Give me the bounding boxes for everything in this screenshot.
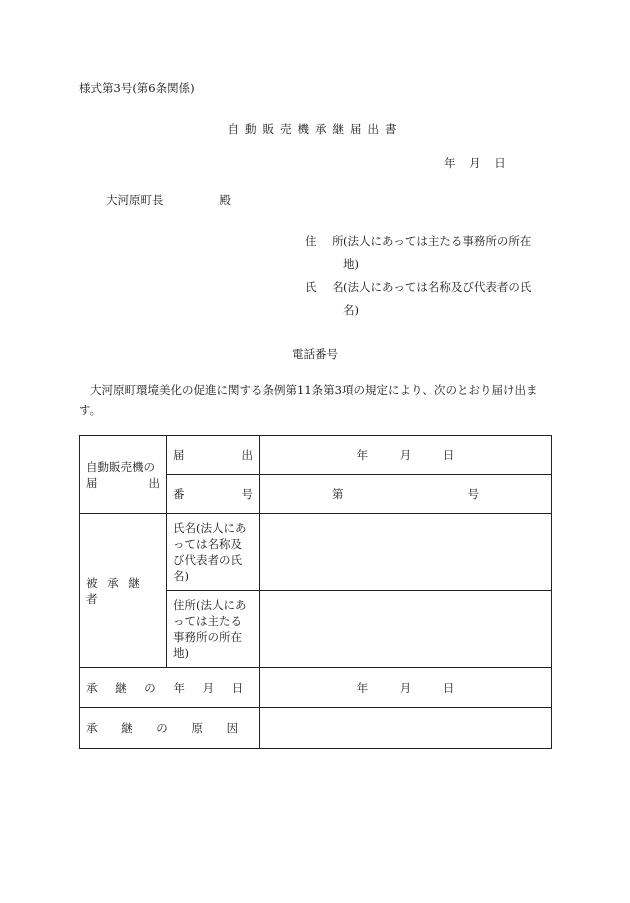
number-label-cell xyxy=(167,475,260,514)
address-label: 住 所 xyxy=(305,234,350,248)
number-field[interactable] xyxy=(260,475,552,514)
succession-reason-label: 承 継 の 原 因 xyxy=(80,708,260,749)
vending-label-line1: 自動販売機の xyxy=(86,459,155,474)
vending-machine-notification-label xyxy=(80,436,167,514)
predecessor-name-field[interactable] xyxy=(260,514,552,591)
table-row xyxy=(80,514,552,591)
vending-label-2b: 出 xyxy=(148,475,160,490)
notification-date-field[interactable]: 年 月 日 xyxy=(260,436,552,475)
applicant-block xyxy=(305,230,533,322)
succession-date-label: 承 継 の 年 月 日 xyxy=(80,668,260,708)
table-row xyxy=(80,708,552,749)
applicant-address-row xyxy=(305,230,533,276)
form-id: 様式第3号(第6条関係) xyxy=(79,81,195,95)
number-value-a: 第 xyxy=(332,487,344,501)
vending-label-2a: 届 xyxy=(86,475,98,490)
addressee-name: 大河原町長 xyxy=(106,193,164,207)
notification-label-cell xyxy=(167,436,260,475)
table-row xyxy=(80,436,552,475)
submission-date: 年 月 日 xyxy=(444,156,506,170)
predecessor-label: 被 承 継 者 xyxy=(80,514,167,668)
phone-label: 電話番号 xyxy=(292,347,338,361)
notification-label-b: 出 xyxy=(241,448,253,462)
predecessor-name-label: 氏名(法人にあっては名称及び代表者の氏名) xyxy=(167,514,260,591)
name-note: (法人にあっては名称及び代表者の氏名) xyxy=(343,280,532,317)
applicant-name-row xyxy=(305,276,533,322)
number-label-b: 号 xyxy=(241,487,253,501)
predecessor-address-field[interactable] xyxy=(260,591,552,668)
table-row xyxy=(80,668,552,708)
addressee xyxy=(106,192,231,208)
address-note: (法人にあっては主たる事務所の所在地) xyxy=(343,234,532,271)
number-label-a: 番 xyxy=(173,487,185,501)
predecessor-address-label: 住所(法人にあっては主たる事務所の所在地) xyxy=(167,591,260,668)
number-value-b: 号 xyxy=(467,487,479,501)
name-label: 氏 名 xyxy=(305,280,350,294)
succession-date-field[interactable]: 年 月 日 xyxy=(260,668,552,708)
succession-reason-field[interactable] xyxy=(260,708,552,749)
notification-table xyxy=(79,435,552,749)
document-title: 自動販売機承継届出書 xyxy=(227,122,403,136)
notification-label-a: 届 xyxy=(173,448,185,462)
intro-text: 大河原町環境美化の促進に関する条例第11条第3項の規定により、次のとおり届け出ます。 xyxy=(79,383,538,417)
addressee-honorific: 殿 xyxy=(219,193,231,207)
